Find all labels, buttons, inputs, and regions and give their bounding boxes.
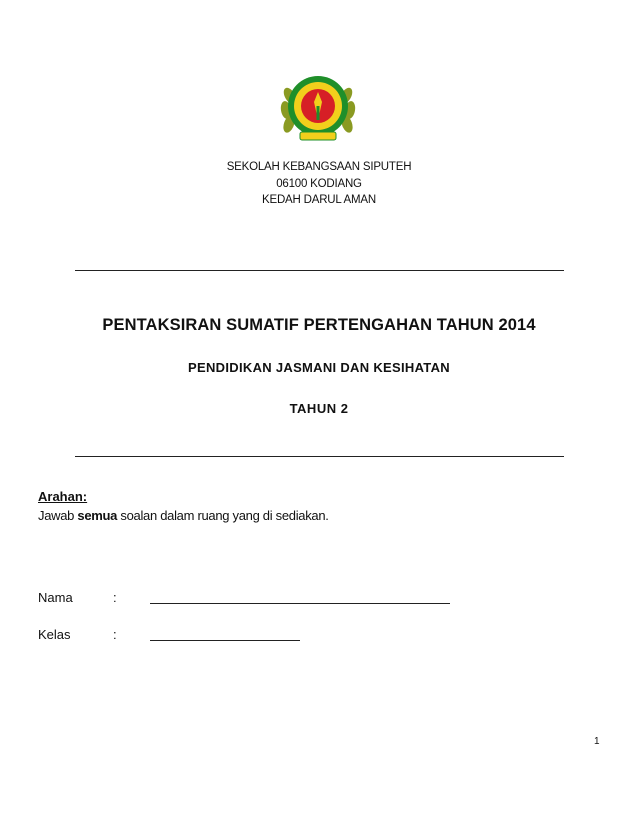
nama-blank-line[interactable] bbox=[150, 603, 450, 604]
crest-torch-handle bbox=[317, 106, 320, 120]
divider-bottom bbox=[75, 456, 564, 457]
page-number: 1 bbox=[594, 736, 600, 747]
divider-top bbox=[75, 270, 564, 271]
exam-subject: PENDIDIKAN JASMANI DAN KESIHATAN bbox=[188, 360, 450, 375]
instructions-text-before: Jawab bbox=[38, 508, 78, 523]
nama-label: Nama bbox=[38, 590, 73, 605]
exam-year: TAHUN 2 bbox=[289, 401, 349, 416]
school-crest-icon bbox=[278, 66, 358, 148]
instructions-text bbox=[38, 508, 329, 523]
exam-title: PENTAKSIRAN SUMATIF PERTENGAHAN TAHUN 2014 bbox=[102, 316, 536, 334]
school-postcode-town: 06100 KODIANG bbox=[276, 178, 362, 190]
school-name: SEKOLAH KEBANGSAAN SIPUTEH bbox=[226, 161, 412, 173]
kelas-label: Kelas bbox=[38, 627, 71, 642]
kelas-colon: : bbox=[113, 627, 117, 642]
crest-banner bbox=[300, 132, 336, 140]
instructions-text-after: soalan dalam ruang yang di sediakan. bbox=[117, 508, 329, 523]
instructions-emphasis: semua bbox=[77, 508, 118, 523]
nama-colon: : bbox=[113, 590, 117, 605]
instructions-label: Arahan: bbox=[38, 489, 88, 504]
school-state: KEDAH DARUL AMAN bbox=[262, 194, 376, 206]
kelas-blank-line[interactable] bbox=[150, 640, 300, 641]
